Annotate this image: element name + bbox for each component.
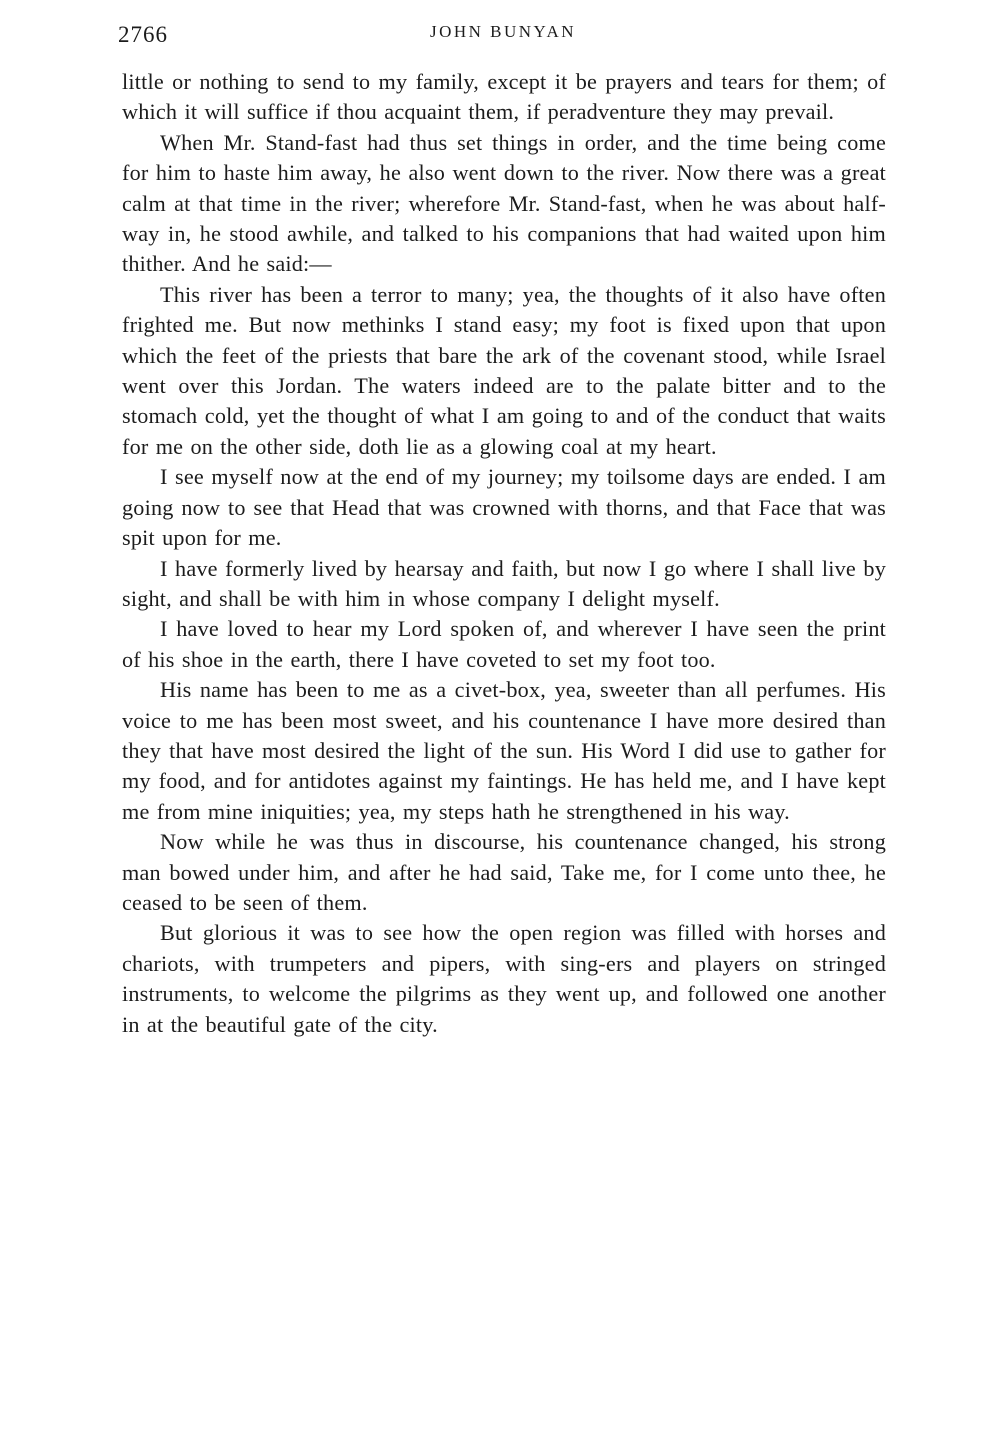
body-text (122, 67, 886, 1040)
paragraph: This river has been a terror to many; yea, the thoughts of it also have often frighted me. But now methinks I stand easy; my foot is fixed upon that upon which the feet of the priests that bare the ark of the covenant stood, while Israel went over this Jordan. The waters indeed are to the palate bitter and to the stomach cold, yet the thought of what I am going to and of the conduct that waits for me on the other side, doth lie as a glowing coal at my heart. (122, 281, 886, 459)
paragraph: I see myself now at the end of my journey; my toilsome days are ended. I am going now to see that Head that was crowned with thorns, and that Face that was spit upon for me. (122, 464, 886, 551)
paragraph-continued: little or nothing to send to my family, except it be prayers and tears for them; of which it will suffice if thou acquaint them, if peradventure they may prevail. (122, 69, 886, 125)
paragraph: His name has been to me as a civet-box, yea, sweeter than all perfumes. His voice to me has been most sweet, and his countenance I have more desired than they that have most desired the light of the sun. His Word I did use to gather for my food, and for antidotes against my faintings. He has held me, and I have kept me from mine iniquities; yea, my steps hath he strengthened in his way. (122, 677, 886, 824)
paragraph: I have loved to hear my Lord spoken of, and wherever I have seen the print of his shoe in the earth, there I have coveted to set my foot too. (122, 616, 886, 672)
paragraph: When Mr. Stand-fast had thus set things in order, and the time being come for him to haste him away, he also went down to the river. Now there was a great calm at that time in the river; wherefore Mr. Stand-fast, when he was about half-way in, he stood awhile, and talked to his companions that had waited upon him thither. And he said:— (122, 129, 886, 277)
running-title: JOHN BUNYAN (429, 22, 577, 41)
paragraph: But glorious it was to see how the open region was filled with horses and chariots, with trumpeters and pipers, with sing-ers and players on stringed instruments, to welcome the pilgrims as they went up, and followed one another in at the beautiful gate of the city. (122, 920, 886, 1037)
paragraph: I have formerly lived by hearsay and faith, but now I go where I shall live by sight, and shall be with him in whose company I delight myself. (122, 555, 886, 611)
running-head (118, 18, 888, 52)
page-number: 2766 (118, 22, 168, 47)
paragraph: Now while he was thus in discourse, his countenance changed, his strong man bowed under him, and after he had said, Take me, for I come unto thee, he ceased to be seen of them. (122, 829, 886, 915)
